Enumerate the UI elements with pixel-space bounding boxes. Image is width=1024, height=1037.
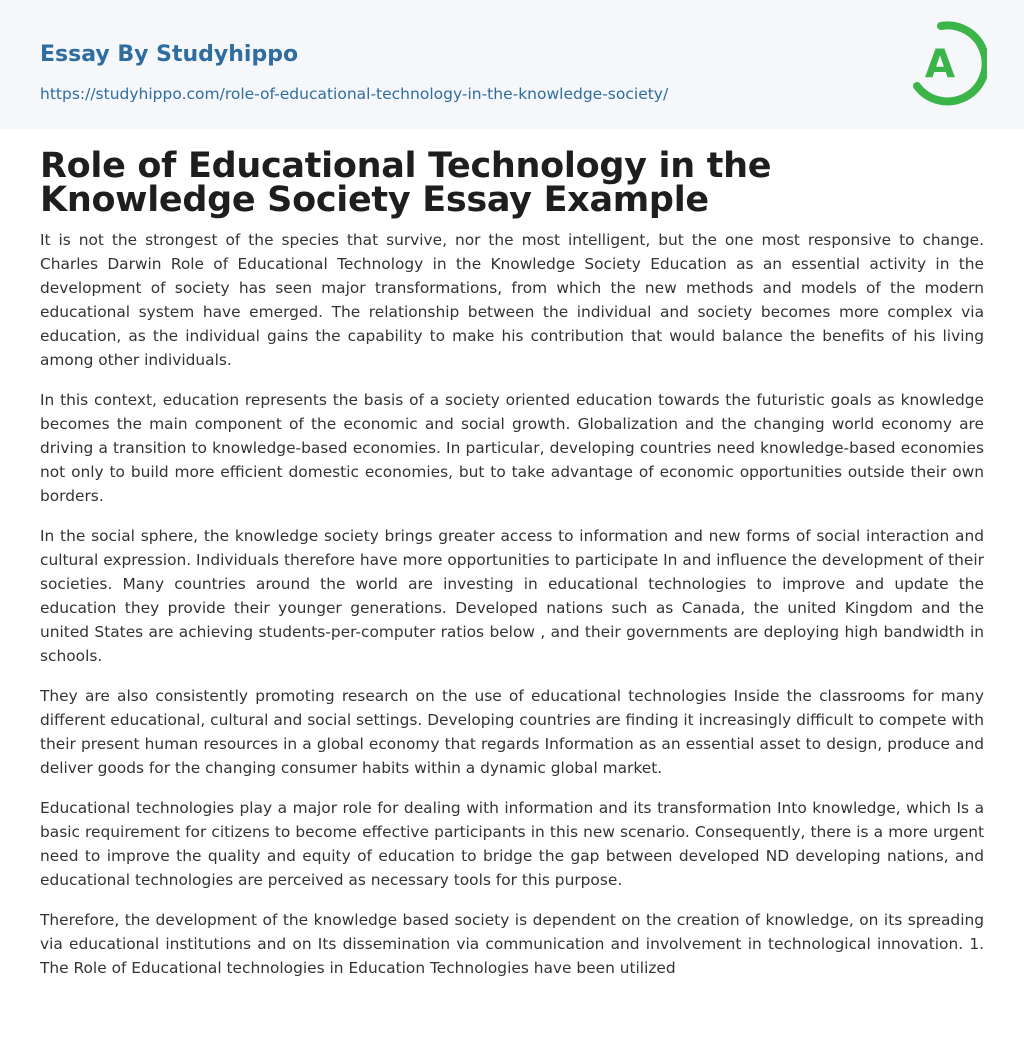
article-paragraph: Therefore, the development of the knowledge based society is dependent on the creation of knowledge, on its spreading via educational institutions and on Its dissemination via communication and involvement in technological innovation. 1. The Role of Educational technologies in Education Technologies have been utilized [40,911,984,977]
article-paragraph: It is not the strongest of the species that survive, nor the most intelligent, but the one most responsive to change. Charles Darwin Role of Educational Technology in the Knowledge Society Education as an essential activity in the development of society has seen major transformations, from which the new methods and models of the modern educational system have emerged. The relationship between the individual and society becomes more complex via education, as the individual gains the capability to make his contribution that would balance the benefits of his living among other individuals. [40,231,984,369]
article-body [40,129,984,980]
article-paragraph: They are also consistently promoting research on the use of educational technologies Inside the classrooms for many different educational, cultural and social settings. Developing countries are finding it increasingly difficult to compete with their present human resources in a global economy that regards Information as an essential asset to design, produce and deliver goods for the changing consumer habits within a dynamic global market. [40,687,984,777]
page-header [0,0,1024,129]
logo-letter: A [924,42,956,87]
article-title: Role of Educational Technology in the Knowledge Society Essay Example [40,146,772,220]
essay-url-link[interactable]: https://studyhippo.com/role-of-educational-technology-in-the-knowledge-society/ [40,85,669,103]
article-paragraph: In the social sphere, the knowledge society brings greater access to information and new forms of social interaction and cultural expression. Individuals therefore have more opportunities to participate In and influence the development of their societies. Many countries around the world are investing in educational technologies to improve and update the education they provide their younger generations. Developed nations such as Canada, the united Kingdom and the united States are achieving students-per-computer ratios below , and their governments are deploying high bandwidth in schools. [40,527,984,665]
article-paragraph: Educational technologies play a major role for dealing with information and its transformation Into knowledge, which Is a basic requirement for citizens to become effective participants in this new scenario. Consequently, there is a more urgent need to improve the quality and equity of education to bridge the gap between developed ND developing nations, and educational technologies are perceived as necessary tools for this purpose. [40,799,984,889]
site-title[interactable]: Essay By Studyhippo [40,42,299,67]
studyhippo-logo-icon[interactable] [909,18,987,106]
article-paragraph: In this context, education represents the basis of a society oriented education towards the futuristic goals as knowledge becomes the main component of the economic and social growth. Globalization and the changing world economy are driving a transition to knowledge-based economies. In particular, developing countries need knowledge-based economies not only to build more efficient domestic economies, but to take advantage of economic opportunities outside their own borders. [40,391,984,505]
